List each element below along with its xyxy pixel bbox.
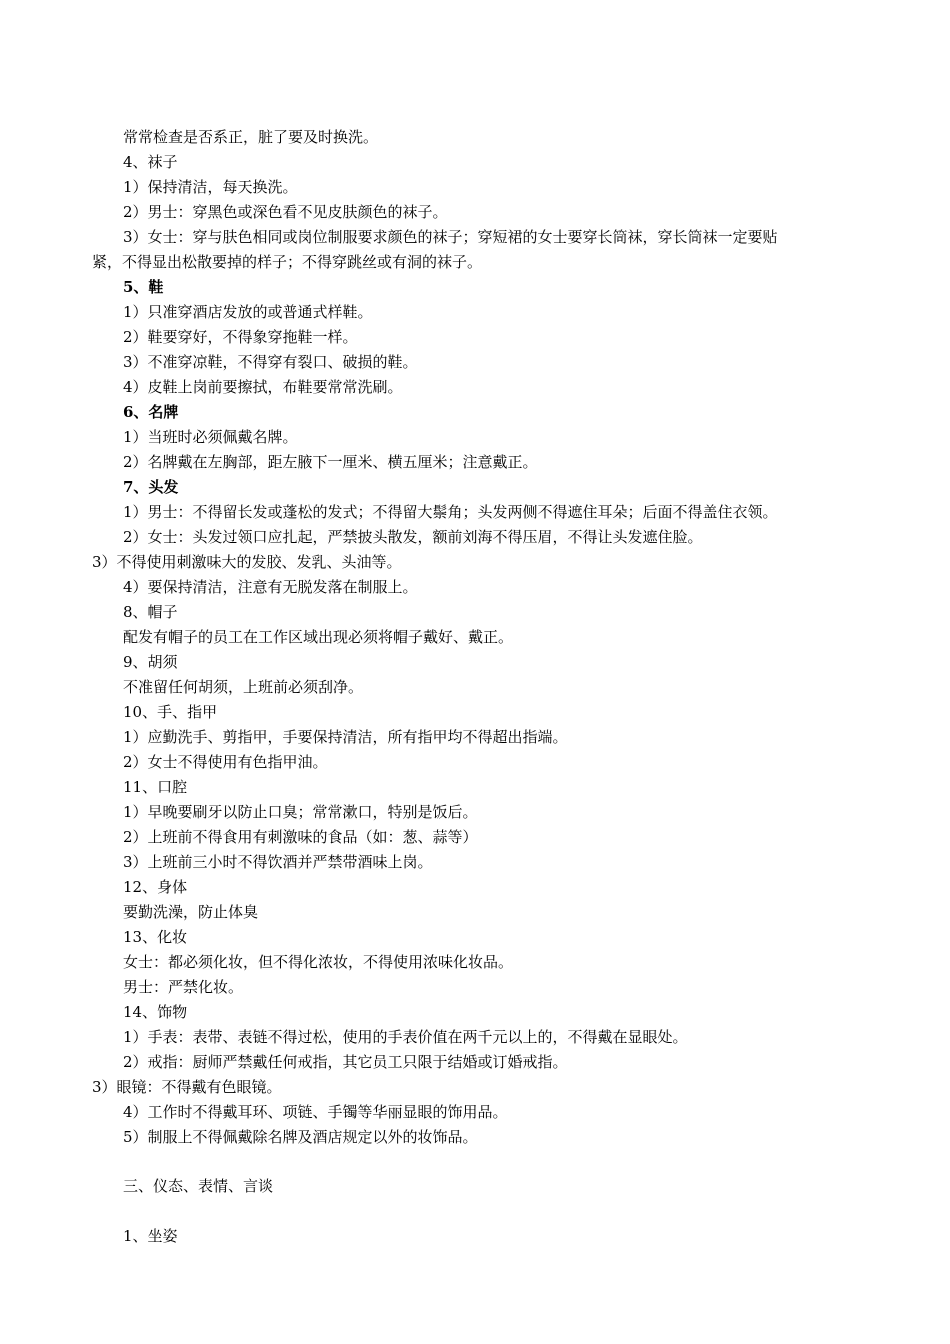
text-line: 1）当班时必须佩戴名牌。	[123, 428, 298, 446]
section-heading-shoes: 5、鞋	[123, 278, 164, 296]
text-line: 配发有帽子的员工在工作区域出现必须将帽子戴好、戴正。	[123, 628, 514, 646]
text-line: 常常检查是否系正，脏了要及时换洗。	[123, 128, 379, 146]
text-line: 紧，不得显出松散要掉的样子；不得穿跳丝或有洞的袜子。	[92, 253, 483, 271]
section-heading-body: 12、身体	[123, 878, 188, 896]
section-heading-hands: 10、手、指甲	[123, 703, 218, 721]
text-line: 2）名牌戴在左胸部，距左腋下一厘米、横五厘米；注意戴正。	[123, 453, 538, 471]
text-line: 2）鞋要穿好，不得象穿拖鞋一样。	[123, 328, 358, 346]
text-line: 要勤洗澡，防止体臭	[123, 903, 259, 921]
text-line: 2）上班前不得食用有刺激味的食品（如：葱、蒜等）	[123, 828, 478, 846]
text-line: 3）不准穿凉鞋，不得穿有裂口、破损的鞋。	[123, 353, 418, 371]
chapter-heading: 三、仪态、表情、言谈	[123, 1177, 274, 1195]
text-line: 2）女士不得使用有色指甲油。	[123, 753, 328, 771]
text-line: 3）上班前三小时不得饮酒并严禁带酒味上岗。	[123, 853, 433, 871]
text-line: 1）男士：不得留长发或蓬松的发式；不得留大鬃角；头发两侧不得遮住耳朵；后面不得盖住衣领。	[123, 503, 778, 521]
text-line: 4）皮鞋上岗前要擦拭，布鞋要常常洗刷。	[123, 378, 403, 396]
section-heading-socks: 4、袜子	[123, 153, 178, 171]
text-line: 1）早晚要刷牙以防止口臭；常常漱口，特别是饭后。	[123, 803, 478, 821]
text-line: 1）手表：表带、表链不得过松，使用的手表价值在两千元以上的，不得戴在显眼处。	[123, 1028, 688, 1046]
section-heading-mouth: 11、口腔	[123, 778, 188, 796]
text-line: 2）女士：头发过领口应扎起，严禁披头散发，额前刘海不得压眉，不得让头发遮住脸。	[123, 528, 703, 546]
text-line: 1）只准穿酒店发放的或普通式样鞋。	[123, 303, 373, 321]
section-heading-beard: 9、胡须	[123, 653, 178, 671]
text-line: 1）保持清洁，每天换洗。	[123, 178, 298, 196]
section-heading-hair: 7、头发	[123, 478, 179, 496]
section-heading-accessories: 14、饰物	[123, 1003, 188, 1021]
text-line: 3）女士：穿与肤色相同或岗位制服要求颜色的袜子；穿短裙的女士要穿长筒袜，穿长筒袜一定要贴	[123, 228, 778, 246]
section-heading-hat: 8、帽子	[123, 603, 178, 621]
text-line: 3）眼镜：不得戴有色眼镜。	[92, 1078, 282, 1096]
text-line: 女士：都必须化妆，但不得化浓妆，不得使用浓味化妆品。	[123, 953, 514, 971]
text-line: 2）戒指：厨师严禁戴任何戒指，其它员工只限于结婚或订婚戒指。	[123, 1053, 568, 1071]
text-line: 4）工作时不得戴耳环、项链、手镯等华丽显眼的饰用品。	[123, 1103, 508, 1121]
section-heading-sitting: 1、坐姿	[123, 1227, 178, 1245]
text-line: 5）制服上不得佩戴除名牌及酒店规定以外的妆饰品。	[123, 1128, 478, 1146]
text-line: 2）男士：穿黑色或深色看不见皮肤颜色的袜子。	[123, 203, 448, 221]
text-line: 4）要保持清洁，注意有无脱发落在制服上。	[123, 578, 418, 596]
section-heading-makeup: 13、化妆	[123, 928, 188, 946]
text-line: 不准留任何胡须，上班前必须刮净。	[123, 678, 364, 696]
section-heading-name-badge: 6、名牌	[123, 403, 179, 421]
text-line: 3）不得使用刺激味大的发胶、发乳、头油等。	[92, 553, 402, 571]
text-line: 男士：严禁化妆。	[123, 978, 244, 996]
text-line: 1）应勤洗手、剪指甲，手要保持清洁，所有指甲均不得超出指端。	[123, 728, 568, 746]
